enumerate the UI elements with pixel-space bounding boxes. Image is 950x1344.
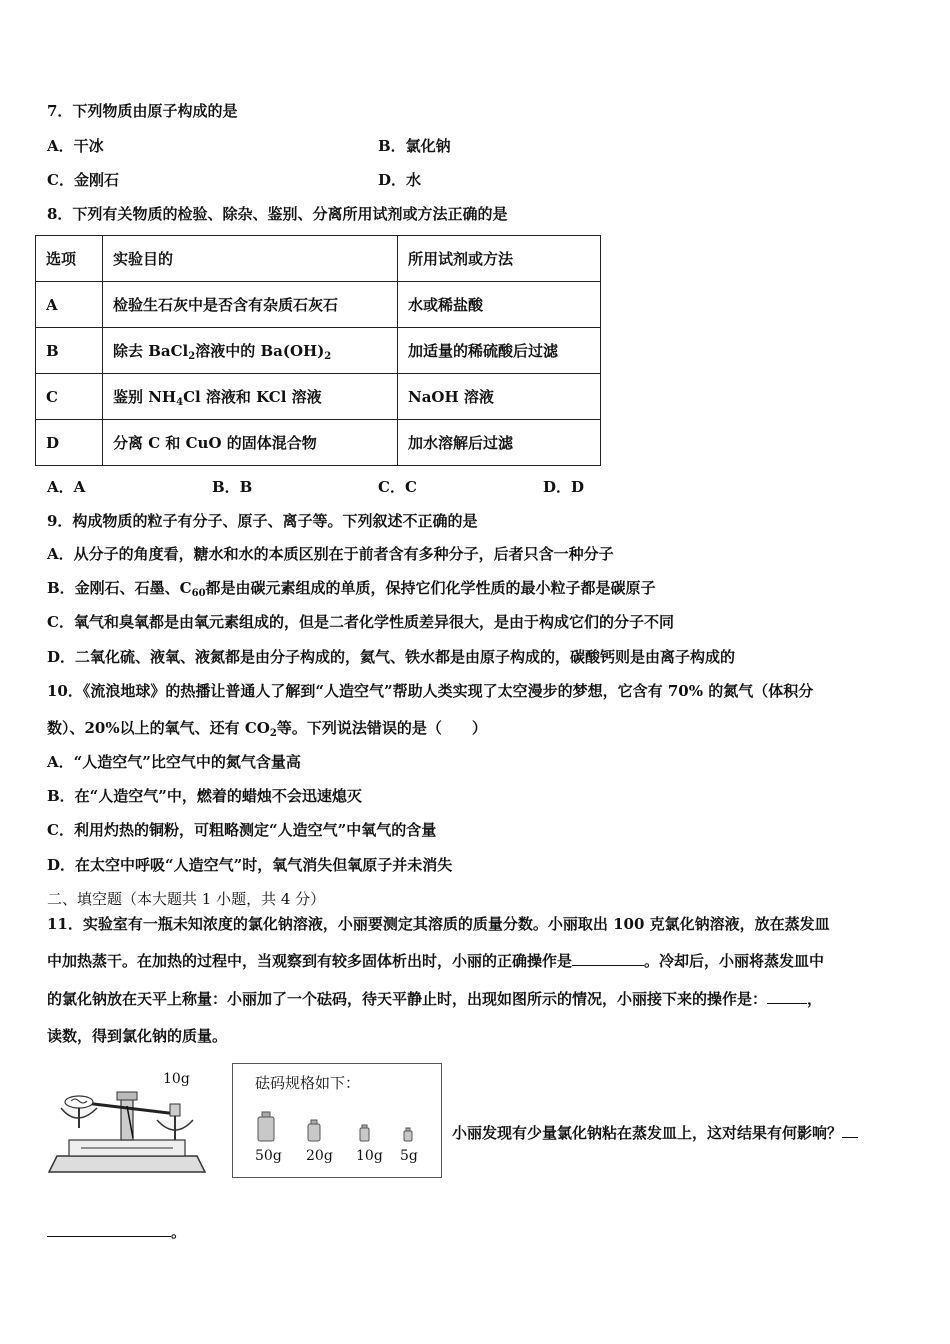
table-row (36, 374, 601, 420)
q11-line2: 中加热蒸干。在加热的过程中，当观察到有较多固体析出时，小丽的正确操作是 。冷却后，小丽将蒸发皿中 (47, 952, 825, 970)
row-method: 水或稀盐酸 (398, 282, 601, 328)
q8-answer-c: C．C (378, 478, 417, 496)
table-row (36, 328, 601, 374)
q7-option-c: C．金刚石 (47, 171, 119, 189)
q8-answer-d: D．D (543, 478, 585, 496)
table-row (36, 420, 601, 466)
weight-label-20g: 20g (306, 1148, 333, 1164)
q10-stem-line2: 数）、20%以上的氧气、还有 $CO_2$等。下列说法错误的是（ ） (47, 719, 487, 739)
q9-option-c: C．氧气和臭氧都是由氧元素组成的，但是二者化学性质差异很大，是由于构成它们的分子不同 (47, 613, 674, 631)
header-purpose: 实验目的 (103, 236, 398, 282)
balance-weight-label: 10g (163, 1071, 190, 1087)
q8-answer-a: A．A (47, 478, 86, 496)
row-key: D (36, 420, 103, 466)
q10-option-d: D．在太空中呼吸“人造空气”时，氧气消失但氧原子并未消失 (47, 856, 453, 874)
weights-title: 砝码规格如下： (255, 1074, 361, 1092)
weight-label-10g: 10g (356, 1148, 383, 1164)
q10-option-c: C．利用灼热的铜粉，可粗略测定“人造空气”中氧气的含量 (47, 821, 437, 839)
header-option: 选项 (36, 236, 103, 282)
answer-blank-1[interactable] (572, 951, 644, 966)
row-purpose: 检验生石灰中是否含有杂质石灰石 (103, 282, 398, 328)
q7-option-d: D．水 (378, 171, 422, 189)
balance-figure (47, 1068, 207, 1178)
weights-spec-box (232, 1063, 442, 1178)
q8-answer-b: B．B (212, 478, 253, 496)
weight-label-50g: 50g (255, 1148, 282, 1164)
q7-stem: 7．下列物质由原子构成的是 (47, 102, 238, 120)
header-method: 所用试剂或方法 (398, 236, 601, 282)
q9-option-a: A．从分子的角度看，糖水和水的本质区别在于前者含有多种分子，后者只含一种分子 (47, 545, 614, 563)
row-method: NaOH 溶液 (398, 374, 601, 420)
row-method: 加适量的稀硫酸后过滤 (398, 328, 601, 374)
section-title: 二、填空题（本大题共 1 小题，共 4 分） (47, 890, 326, 908)
row-key: B (36, 328, 103, 374)
q11-follow-up: 小丽发现有少量氯化钠粘在蒸发皿上，这对结果有何影响？ (452, 1123, 858, 1143)
table-header-row (36, 236, 601, 282)
q7-option-b: B．氯化钠 (378, 137, 451, 155)
q11-final-line: 。 (47, 1222, 186, 1242)
row-purpose: 鉴别 $NH_4Cl$ 溶液和 KCl 溶液 (103, 374, 398, 420)
q10-stem-line1: 10．《流浪地球》的热播让普通人了解到“人造空气”帮助人类实现了太空漫步的梦想，它含有 70% 的氮气（体积分 (47, 682, 814, 700)
answer-blank-4[interactable] (47, 1222, 171, 1237)
row-purpose: 除去 BaCl$_2$溶液中的 $Ba(OH)_2$ (103, 328, 398, 374)
row-key: A (36, 282, 103, 328)
q8-table (35, 235, 601, 466)
row-purpose: 分离 C 和 CuO 的固体混合物 (103, 420, 398, 466)
weight-label-5g: 5g (400, 1148, 418, 1164)
q9-option-d: D．二氧化硫、液氧、液氮都是由分子构成的，氦气、铁水都是由原子构成的，碳酸钙则是由离子构成的 (47, 648, 736, 666)
balance-scale-icon (47, 1068, 207, 1178)
q9-option-b: B．金刚石、石墨、$C_{60}$都是由碳元素组成的单质，保持它们化学性质的最小粒子都是碳原子 (47, 579, 656, 599)
answer-blank-2[interactable] (767, 989, 807, 1004)
q9-stem: 9．构成物质的粒子有分子、原子、离子等。下列叙述不正确的是 (47, 512, 478, 530)
q11-line1: 11．实验室有一瓶未知浓度的氯化钠溶液，小丽要测定其溶质的质量分数。小丽取出 100 克氯化钠溶液，放在蒸发皿 (47, 915, 830, 933)
q7-option-a: A．干冰 (47, 137, 104, 155)
q8-stem: 8．下列有关物质的检验、除杂、鉴别、分离所用试剂或方法正确的是 (47, 205, 508, 223)
table-row (36, 282, 601, 328)
q11-line4: 读数，得到氯化钠的质量。 (47, 1027, 228, 1045)
answer-blank-3[interactable] (842, 1123, 858, 1138)
q11-line3: 的氯化钠放在天平上称量：小丽加了一个砝码，待天平静止时，出现如图所示的情况，小丽接下来的操作是： ， (47, 990, 823, 1008)
row-method: 加水溶解后过滤 (398, 420, 601, 466)
row-key: C (36, 374, 103, 420)
q10-option-a: A．“人造空气”比空气中的氮气含量高 (47, 753, 301, 771)
q10-option-b: B．在“人造空气”中，燃着的蜡烛不会迅速熄灭 (47, 787, 362, 805)
